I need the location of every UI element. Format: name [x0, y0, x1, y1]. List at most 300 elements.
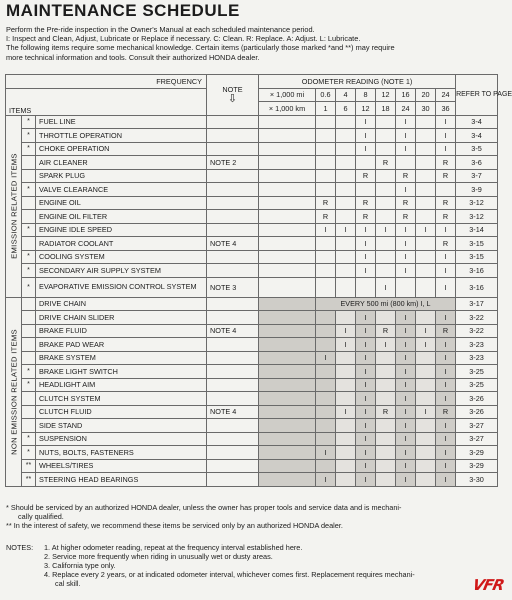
- interval-cell: [316, 115, 336, 129]
- interval-cell: [416, 351, 436, 365]
- page-ref: 3-29: [456, 459, 498, 473]
- intro-line: more technical information and tools. Consult their authorized HONDA dealer.: [6, 52, 260, 62]
- interval-cell: [416, 432, 436, 446]
- interval-cell: [376, 115, 396, 129]
- interval-cell: [376, 351, 396, 365]
- interval-cell: I: [356, 432, 376, 446]
- schedule-row: [6, 277, 498, 297]
- asterisk-marker: *: [22, 142, 36, 156]
- interval-cell: [316, 311, 336, 325]
- item-note: [207, 351, 259, 365]
- unit-mi: × 1,000 mi: [259, 88, 316, 102]
- interval-cell: [336, 264, 356, 278]
- unit-spacer: [259, 432, 316, 446]
- mi-col: 0.6: [316, 88, 336, 102]
- unit-spacer: [259, 392, 316, 406]
- page-ref: 3-15: [456, 237, 498, 251]
- interval-cell: [376, 210, 396, 224]
- interval-cell: [316, 169, 336, 183]
- interval-cell: I: [356, 351, 376, 365]
- down-arrow-icon: ⇩: [227, 92, 238, 105]
- interval-cell: [416, 183, 436, 197]
- interval-cell: R: [396, 210, 416, 224]
- footnotes: [6, 503, 504, 530]
- interval-cell: I: [336, 405, 356, 419]
- interval-cell: [336, 196, 356, 210]
- interval-cell: [336, 237, 356, 251]
- unit-spacer: [259, 473, 316, 487]
- item-name: THROTTLE OPERATION: [36, 129, 207, 143]
- interval-cell: [316, 405, 336, 419]
- interval-cell: I: [316, 473, 336, 487]
- interval-cell: [376, 311, 396, 325]
- interval-cell: R: [376, 324, 396, 338]
- category-emission-label: EMISSION RELATED ITEMS: [9, 153, 18, 259]
- interval-cell: I: [436, 223, 456, 237]
- interval-cell: [396, 156, 416, 170]
- interval-cell: [336, 311, 356, 325]
- unit-spacer: [259, 405, 316, 419]
- interval-cell: [416, 392, 436, 406]
- interval-cell: R: [356, 210, 376, 224]
- interval-cell: I: [356, 338, 376, 352]
- schedule-row: [6, 378, 498, 392]
- page-ref: 3-4: [456, 115, 498, 129]
- notes-section: [6, 543, 504, 588]
- interval-cell: [416, 277, 436, 297]
- item-note: NOTE 4: [207, 324, 259, 338]
- asterisk-marker: [22, 210, 36, 224]
- interval-cell: I: [356, 392, 376, 406]
- interval-cell: [336, 169, 356, 183]
- unit-spacer: [259, 223, 316, 237]
- asterisk-marker: [22, 297, 36, 311]
- page-ref: 3-23: [456, 338, 498, 352]
- maintenance-table: [5, 74, 512, 487]
- km-col: 24: [396, 102, 416, 116]
- interval-cell: [416, 459, 436, 473]
- interval-cell: I: [396, 378, 416, 392]
- asterisk-marker: [22, 351, 36, 365]
- interval-cell: [336, 210, 356, 224]
- schedule-row: [6, 473, 498, 487]
- asterisk-marker: [22, 324, 36, 338]
- interval-cell: I: [396, 459, 416, 473]
- interval-cell: I: [436, 392, 456, 406]
- unit-spacer: [259, 419, 316, 433]
- interval-cell: I: [416, 223, 436, 237]
- unit-spacer: [259, 169, 316, 183]
- item-name: ENGINE OIL: [36, 196, 207, 210]
- interval-cell: [416, 250, 436, 264]
- unit-spacer: [259, 237, 316, 251]
- page-ref: 3-17: [456, 297, 498, 311]
- interval-cell: I: [436, 446, 456, 460]
- unit-spacer: [259, 311, 316, 325]
- item-name: SPARK PLUG: [36, 169, 207, 183]
- interval-cell: I: [436, 419, 456, 433]
- schedule-row: [6, 250, 498, 264]
- page-ref: 3-27: [456, 432, 498, 446]
- intro-line: Perform the Pre-ride inspection in the Owner's Manual at each scheduled maintenance period.: [6, 25, 315, 34]
- asterisk-marker: [22, 419, 36, 433]
- interval-cell: I: [436, 459, 456, 473]
- intro-line: The following items require some mechanical knowledge. Certain items (particularly those marked *and **) may require: [6, 43, 395, 53]
- interval-cell: [316, 264, 336, 278]
- interval-cell: [336, 129, 356, 143]
- interval-cell: I: [436, 432, 456, 446]
- item-name: SIDE STAND: [36, 419, 207, 433]
- footnote-single-star: * Should be serviced by an authorized HONDA dealer, unless the owner has proper tools and service data and is mechani-: [6, 503, 402, 512]
- page-ref: 3-12: [456, 196, 498, 210]
- interval-cell: I: [356, 250, 376, 264]
- interval-cell: [416, 419, 436, 433]
- frequency-header: FREQUENCY: [6, 75, 207, 89]
- schedule-row: [6, 419, 498, 433]
- interval-cell: R: [436, 324, 456, 338]
- interval-cell: I: [416, 338, 436, 352]
- schedule-row: [6, 324, 498, 338]
- item-name: ENGINE IDLE SPEED: [36, 223, 207, 237]
- interval-cell: I: [436, 338, 456, 352]
- interval-cell: R: [356, 169, 376, 183]
- schedule-row: [6, 169, 498, 183]
- unit-spacer: [259, 351, 316, 365]
- page-ref: 3-4: [456, 129, 498, 143]
- interval-cell: [316, 183, 336, 197]
- asterisk-marker: *: [22, 432, 36, 446]
- unit-spacer: [259, 156, 316, 170]
- item-note: [207, 264, 259, 278]
- item-name: ENGINE OIL FILTER: [36, 210, 207, 224]
- interval-cell: [336, 277, 356, 297]
- item-note: NOTE 3: [207, 277, 259, 297]
- interval-cell: I: [436, 115, 456, 129]
- item-note: [207, 419, 259, 433]
- interval-cell: I: [316, 446, 336, 460]
- intro-line: I: Inspect and Clean, Adjust, Lubricate or Replace if necessary. C: Clean. R: Replace. A: Adjust. L: Lubricate.: [6, 34, 361, 44]
- interval-cell: I: [416, 405, 436, 419]
- interval-cell: [316, 250, 336, 264]
- page-ref: 3-27: [456, 419, 498, 433]
- note-item: 1. At higher odometer reading, repeat at the frequency interval established here.: [44, 543, 303, 552]
- interval-cell: [336, 156, 356, 170]
- interval-cell: R: [376, 156, 396, 170]
- interval-cell: [416, 446, 436, 460]
- interval-cell: [316, 277, 336, 297]
- mi-col: 24: [436, 88, 456, 102]
- schedule-row: [6, 392, 498, 406]
- interval-cell: R: [436, 210, 456, 224]
- interval-cell: [336, 183, 356, 197]
- asterisk-marker: *: [22, 365, 36, 379]
- interval-cell: I: [396, 250, 416, 264]
- interval-cell: R: [436, 237, 456, 251]
- interval-cell: I: [376, 277, 396, 297]
- interval-cell: I: [436, 142, 456, 156]
- interval-cell: I: [336, 223, 356, 237]
- page-ref: 3-12: [456, 210, 498, 224]
- interval-cell: [376, 392, 396, 406]
- schedule-row: [6, 338, 498, 352]
- km-col: 12: [356, 102, 376, 116]
- asterisk-marker: *: [22, 446, 36, 460]
- interval-cell: I: [396, 115, 416, 129]
- schedule-row: [6, 459, 498, 473]
- interval-cell: [376, 237, 396, 251]
- interval-cell: [336, 378, 356, 392]
- unit-spacer: [259, 324, 316, 338]
- schedule-row: [6, 405, 498, 419]
- asterisk-marker: **: [22, 459, 36, 473]
- unit-spacer: [259, 297, 316, 311]
- interval-cell: I: [356, 459, 376, 473]
- unit-km: × 1,000 km: [259, 102, 316, 116]
- interval-cell: [356, 277, 376, 297]
- page-ref: 3-16: [456, 264, 498, 278]
- schedule-row: [6, 142, 498, 156]
- interval-cell: I: [356, 223, 376, 237]
- item-name: RADIATOR COOLANT: [36, 237, 207, 251]
- interval-cell: [376, 250, 396, 264]
- item-name: CLUTCH FLUID: [36, 405, 207, 419]
- page-ref: 3-30: [456, 473, 498, 487]
- item-name: WHEELS/TIRES: [36, 459, 207, 473]
- interval-cell: [316, 324, 336, 338]
- schedule-row: [6, 210, 498, 224]
- item-name: BRAKE FLUID: [36, 324, 207, 338]
- item-note: [207, 115, 259, 129]
- interval-cell: [416, 142, 436, 156]
- interval-cell: [416, 196, 436, 210]
- interval-cell: I: [396, 419, 416, 433]
- interval-cell: I: [436, 250, 456, 264]
- item-note: NOTE 4: [207, 405, 259, 419]
- interval-cell: [416, 365, 436, 379]
- mi-col: 4: [336, 88, 356, 102]
- interval-cell: I: [436, 264, 456, 278]
- interval-cell: R: [316, 210, 336, 224]
- unit-spacer: [259, 210, 316, 224]
- unit-spacer: [259, 142, 316, 156]
- schedule-row: [6, 311, 498, 325]
- interval-cell: [336, 365, 356, 379]
- schedule-row: [6, 351, 498, 365]
- interval-cell: I: [436, 277, 456, 297]
- interval-cell: [376, 142, 396, 156]
- interval-cell: [316, 419, 336, 433]
- note-item: 2. Service more frequently when riding in unusually wet or dusty areas.: [44, 552, 273, 561]
- interval-cell: [376, 183, 396, 197]
- interval-cell: [336, 459, 356, 473]
- interval-cell: [316, 156, 336, 170]
- item-name: COOLING SYSTEM: [36, 250, 207, 264]
- item-name: VALVE CLEARANCE: [36, 183, 207, 197]
- schedule-row: [6, 237, 498, 251]
- interval-cell: [376, 432, 396, 446]
- interval-cell: I: [396, 223, 416, 237]
- item-note: [207, 169, 259, 183]
- schedule-row: [6, 297, 498, 311]
- item-name: NUTS, BOLTS, FASTENERS: [36, 446, 207, 460]
- item-name: SECONDARY AIR SUPPLY SYSTEM: [36, 264, 207, 278]
- interval-cell: I: [376, 338, 396, 352]
- unit-spacer: [259, 264, 316, 278]
- unit-spacer: [259, 183, 316, 197]
- interval-cell: [316, 392, 336, 406]
- page-ref: 3-5: [456, 142, 498, 156]
- item-name: BRAKE SYSTEM: [36, 351, 207, 365]
- item-note: [207, 129, 259, 143]
- interval-cell: I: [336, 324, 356, 338]
- interval-cell: I: [316, 223, 336, 237]
- unit-spacer: [259, 365, 316, 379]
- item-note: [207, 473, 259, 487]
- interval-cell: [356, 183, 376, 197]
- item-name: AIR CLEANER: [36, 156, 207, 170]
- interval-cell: R: [356, 196, 376, 210]
- footnote-single-star-cont: cally qualified.: [18, 512, 64, 521]
- interval-cell: I: [396, 129, 416, 143]
- interval-cell: [376, 169, 396, 183]
- interval-cell: I: [356, 324, 376, 338]
- item-note: NOTE 2: [207, 156, 259, 170]
- interval-cell: [336, 419, 356, 433]
- asterisk-marker: *: [22, 183, 36, 197]
- interval-cell: [336, 432, 356, 446]
- interval-cell: [376, 459, 396, 473]
- interval-cell: I: [396, 324, 416, 338]
- interval-cell: [376, 473, 396, 487]
- interval-cell: [316, 459, 336, 473]
- interval-cell: I: [416, 324, 436, 338]
- interval-cell: [336, 473, 356, 487]
- interval-cell: R: [436, 405, 456, 419]
- interval-cell: [416, 156, 436, 170]
- items-header: ITEMS: [6, 88, 207, 115]
- item-name: CHOKE OPERATION: [36, 142, 207, 156]
- asterisk-marker: [22, 237, 36, 251]
- asterisk-marker: [22, 392, 36, 406]
- unit-spacer: [259, 115, 316, 129]
- item-name: CLUTCH SYSTEM: [36, 392, 207, 406]
- interval-cell: [376, 264, 396, 278]
- page-ref: 3-7: [456, 169, 498, 183]
- note-header-label: NOTE: [222, 84, 243, 94]
- item-name: DRIVE CHAIN SLIDER: [36, 311, 207, 325]
- schedule-row: [6, 264, 498, 278]
- item-note: [207, 250, 259, 264]
- interval-cell: [336, 392, 356, 406]
- interval-cell: I: [396, 432, 416, 446]
- page-ref: 3-9: [456, 183, 498, 197]
- note-item: 4. Replace every 2 years, or at indicated odometer interval, whichever comes first. Replacement requires mechani-: [44, 570, 415, 579]
- interval-cell: I: [436, 365, 456, 379]
- interval-cell: [416, 311, 436, 325]
- interval-cell: R: [436, 196, 456, 210]
- km-col: 1: [316, 102, 336, 116]
- interval-cell: I: [356, 142, 376, 156]
- item-note: [207, 365, 259, 379]
- interval-cell: I: [396, 237, 416, 251]
- footnote-double-star: ** In the interest of safety, we recommend these items be serviced only by an authorized HONDA dealer.: [6, 521, 343, 530]
- unit-spacer: [259, 446, 316, 460]
- intro-text: [6, 25, 506, 62]
- item-note: [207, 223, 259, 237]
- interval-cell: I: [436, 378, 456, 392]
- mi-col: 16: [396, 88, 416, 102]
- interval-cell: I: [396, 311, 416, 325]
- item-name: STEERING HEAD BEARINGS: [36, 473, 207, 487]
- page-ref: 3-26: [456, 392, 498, 406]
- km-col: 6: [336, 102, 356, 116]
- refer-header: REFER TO PAGE: [456, 75, 498, 116]
- category-non-emission: [6, 297, 22, 486]
- page-ref: 3-6: [456, 156, 498, 170]
- asterisk-marker: *: [22, 378, 36, 392]
- asterisk-marker: *: [22, 277, 36, 297]
- item-note: NOTE 4: [207, 237, 259, 251]
- interval-cell: I: [356, 311, 376, 325]
- interval-cell: [336, 446, 356, 460]
- page-ref: 3-26: [456, 405, 498, 419]
- page-ref: 3-15: [456, 250, 498, 264]
- item-note: [207, 142, 259, 156]
- interval-cell: I: [336, 338, 356, 352]
- item-note: [207, 432, 259, 446]
- interval-cell: R: [436, 169, 456, 183]
- schedule-row: [6, 115, 498, 129]
- page-ref: 3-25: [456, 378, 498, 392]
- interval-cell: I: [356, 115, 376, 129]
- item-note: [207, 210, 259, 224]
- interval-cell: [336, 250, 356, 264]
- interval-cell: I: [396, 351, 416, 365]
- item-name: BRAKE LIGHT SWITCH: [36, 365, 207, 379]
- unit-spacer: [259, 129, 316, 143]
- item-note: [207, 446, 259, 460]
- item-name: FUEL LINE: [36, 115, 207, 129]
- interval-cell: I: [376, 223, 396, 237]
- item-name: DRIVE CHAIN: [36, 297, 207, 311]
- item-note: [207, 183, 259, 197]
- note-item: 3. California type only.: [44, 561, 116, 570]
- interval-cell: I: [396, 142, 416, 156]
- schedule-row: [6, 156, 498, 170]
- interval-cell: I: [396, 392, 416, 406]
- mi-col: 12: [376, 88, 396, 102]
- schedule-row: [6, 446, 498, 460]
- interval-cell: R: [396, 196, 416, 210]
- interval-cell: [416, 129, 436, 143]
- page-ref: 3-14: [456, 223, 498, 237]
- interval-cell: R: [436, 156, 456, 170]
- item-note: [207, 196, 259, 210]
- schedule-row: [6, 432, 498, 446]
- interval-cell: [316, 142, 336, 156]
- interval-cell: R: [376, 405, 396, 419]
- interval-cell: I: [356, 365, 376, 379]
- item-name: HEADLIGHT AIM: [36, 378, 207, 392]
- asterisk-marker: [22, 169, 36, 183]
- page-ref: 3-29: [456, 446, 498, 460]
- interval-cell: I: [436, 129, 456, 143]
- unit-spacer: [259, 459, 316, 473]
- interval-cell: R: [316, 196, 336, 210]
- interval-cell: [316, 338, 336, 352]
- interval-cell: I: [396, 264, 416, 278]
- item-note: [207, 297, 259, 311]
